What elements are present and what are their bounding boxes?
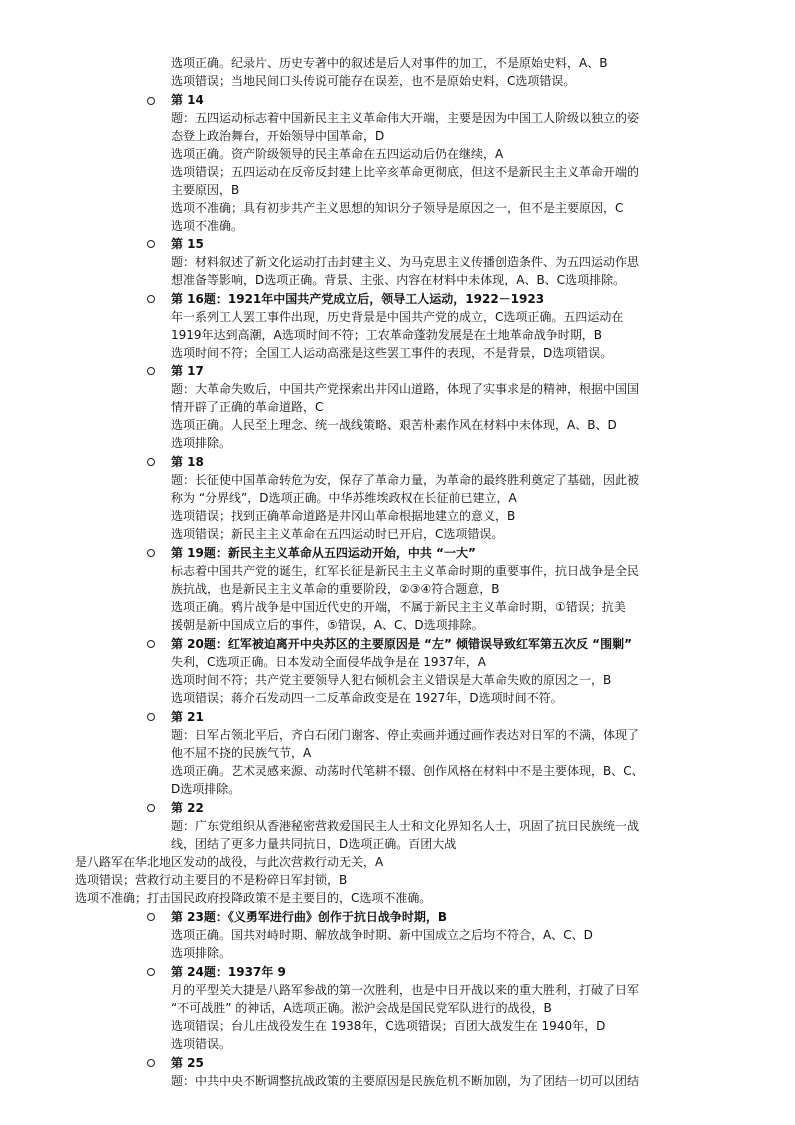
text-line: 选项排除。 xyxy=(171,436,232,450)
text-line: 线，团结了更多力量共同抗日，D选项正确。百团大战 xyxy=(171,837,457,851)
bullet-icon xyxy=(147,968,155,976)
bullet-icon xyxy=(147,458,155,466)
question-number-21: 第 21 xyxy=(171,710,204,724)
text-line: 题：大革命失败后，中国共产党探索出井冈山道路，体现了实事求是的精神，根据中国国 xyxy=(171,382,640,396)
bullet-icon xyxy=(147,640,155,648)
text-line: 选项错误；营救行动主要目的不是粉碎日军封锁，B xyxy=(75,873,348,887)
text-line: 主要原因，B xyxy=(171,183,240,197)
text-line: “不可战胜” 的神话，A选项正确。淞沪会战是国民党军队进行的战役，B xyxy=(171,1001,552,1015)
bullet-icon xyxy=(147,804,155,812)
text-line: 想准备等影响，D选项正确。背景、主张、内容在材料中未体现，A、B、C选项排除。 xyxy=(171,273,626,287)
bullet-icon xyxy=(147,713,155,721)
text-line: 选项时间不符；共产党主要领导人犯右倾机会主义错误是大革命失败的原因之一，B xyxy=(171,673,612,687)
text-line: 选项正确。资产阶级领导的民主革命在五四运动后仍在继续，A xyxy=(171,147,504,161)
bullet-icon xyxy=(147,913,155,921)
question-number-23: 第 23题：《义勇军进行曲》创作于抗日战争时期，B xyxy=(171,910,448,924)
text-line: 选项正确。国共对峙时期、解放战争时期、新中国成立之后均不符合，A、C、D xyxy=(171,928,593,942)
question-number-22: 第 22 xyxy=(171,801,204,815)
text-line: 称为 “分界线”，D选项正确。中华苏维埃政权在长征前已建立，A xyxy=(171,491,517,505)
text-line: 选项错误；蒋介石发动四一二反革命政变是在 1927年，D选项时间不符。 xyxy=(171,691,563,705)
bullet-icon xyxy=(147,97,155,105)
text-line: 选项时间不符；全国工人运动高涨是这些罢工事件的表现，不是背景，D选项错误。 xyxy=(171,346,613,360)
text-line: 态登上政治舞台，开始领导中国革命，D xyxy=(171,129,385,143)
question-number-24: 第 24题：1937年 9 xyxy=(171,965,286,979)
text-line: 选项错误；台儿庄战役发生在 1938年，C选项错误；百团大战发生在 1940年，D xyxy=(171,1019,606,1033)
question-number-17: 第 17 xyxy=(171,364,204,378)
text-line: 选项错误；找到正确革命道路是井冈山革命根据地建立的意义，B xyxy=(171,509,516,523)
text-line: 题：中共中央不断调整抗战政策的主要原因是民族危机不断加剧，为了团结一切可以团结 xyxy=(171,1074,640,1088)
text-line: 选项正确。纪录片、历史专著中的叙述是后人对事件的加工，不是原始史料，A、B xyxy=(171,56,608,70)
text-line: 年一系列工人罢工事件出现，历史背景是中国共产党的成立，C选项正确。五四运动在 xyxy=(171,310,624,324)
text-line: 题：广东党组织从香港秘密营救爱国民主人士和文化界知名人士，巩固了抗日民族统一战 xyxy=(171,819,640,833)
text-line: 选项排除。 xyxy=(171,946,232,960)
text-line: 标志着中国共产党的诞生，红军长征是新民主主义革命时期的重要事件，抗日战争是全民 xyxy=(171,564,640,578)
text-line: 情开辟了正确的革命道路，C xyxy=(171,400,324,414)
question-number-15: 第 15 xyxy=(171,237,204,251)
text-line: 选项错误。 xyxy=(171,1037,232,1051)
text-line: 失利，C选项正确。日本发动全面侵华战争是在 1937年，A xyxy=(171,655,486,669)
text-line: 选项错误；当地民间口头传说可能存在误差，也不是原始史料，C选项错误。 xyxy=(171,74,576,88)
text-line: 他不屈不挠的民族气节，A xyxy=(171,746,312,760)
bullet-icon xyxy=(147,549,155,557)
text-line: 选项不准确。 xyxy=(171,219,244,233)
bullet-icon xyxy=(147,240,155,248)
text-line: 族抗战，也是新民主主义革命的重要阶段，②③④符合题意，B xyxy=(171,582,500,596)
text-line: 选项正确。艺术灵感来源、动荡时代笔耕不辍、创作风格在材料中不是主要体现，B、C、 xyxy=(171,764,644,778)
text-line: 月的平型关大捷是八路军参战的第一次胜利，也是中日开战以来的重大胜利，打破了日军 xyxy=(171,983,640,997)
text-line: 题：材料叙述了新文化运动打击封建主义、为马克思主义传播创造条件、为五四运动作思 xyxy=(171,255,640,269)
question-number-19: 第 19题：新民主主义革命从五四运动开始，中共 “一大” xyxy=(171,546,476,560)
bullet-icon xyxy=(147,1059,155,1067)
text-line: 选项正确。人民至上理念、统一战线策略、艰苦朴素作风在材料中未体现，A、B、D xyxy=(171,418,617,432)
question-number-25: 第 25 xyxy=(171,1056,204,1070)
text-line: 题：五四运动标志着中国新民主主义革命伟大开端，主要是因为中国工人阶级以独立的姿 xyxy=(171,111,640,125)
text-line: 题：日军占领北平后，齐白石闭门谢客、停止卖画并通过画作表达对日军的不满，体现了 xyxy=(171,728,640,742)
question-number-18: 第 18 xyxy=(171,455,204,469)
text-line: 援朝是新中国成立后的事件，⑤错误，A、C、D选项排除。 xyxy=(171,618,484,632)
text-line: 题：长征使中国革命转危为安，保存了革命力量，为革命的最终胜利奠定了基础，因此被 xyxy=(171,473,640,487)
question-number-16: 第 16题：1921年中国共产党成立后，领导工人运动，1922－1923 xyxy=(171,292,545,306)
text-line: 选项正确。鸦片战争是中国近代史的开端，不属于新民主主义革命时期，①错误；抗美 xyxy=(171,600,626,614)
bullet-icon xyxy=(147,367,155,375)
question-number-14: 第 14 xyxy=(171,93,204,107)
text-line: 1919年达到高潮，A选项时间不符；工农革命蓬勃发展是在土地革命战争时期，B xyxy=(171,328,602,342)
text-line: 选项错误；新民主主义革命在五四运动时已开启，C选项错误。 xyxy=(171,527,504,541)
text-line: D选项排除。 xyxy=(171,782,241,796)
text-line: 选项不准确；具有初步共产主义思想的知识分子领导是原因之一，但不是主要原因，C xyxy=(171,201,624,215)
text-line: 是八路军在华北地区发动的战役，与此次营救行动无关，A xyxy=(75,855,384,869)
question-number-20: 第 20题：红军被迫离开中央苏区的主要原因是 “左” 倾错误导致红军第五次反 “围剿” xyxy=(171,637,632,651)
bullet-icon xyxy=(147,295,155,303)
text-line: 选项错误；五四运动在反帝反封建上比辛亥革命更彻底，但这不是新民主主义革命开端的 xyxy=(171,165,640,179)
text-line: 选项不准确；打击国民政府投降政策不是主要目的，C选项不准确。 xyxy=(75,891,432,905)
